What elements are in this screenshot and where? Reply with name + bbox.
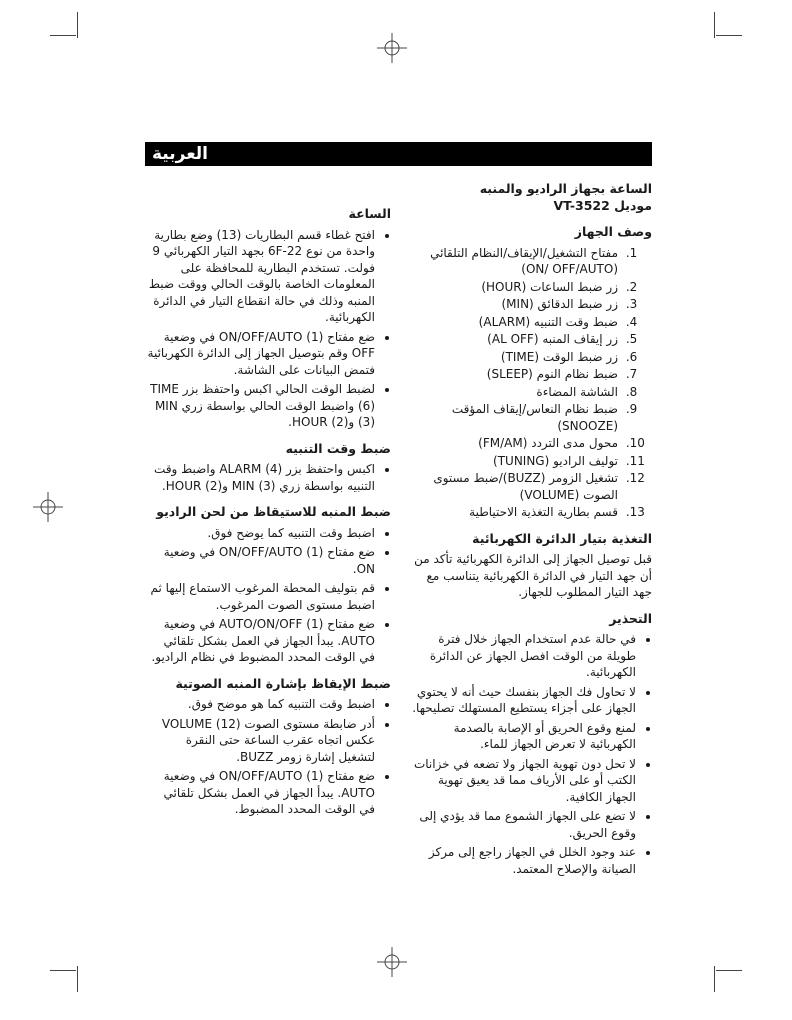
crop-mark-icon — [50, 970, 76, 971]
crop-mark-icon — [77, 966, 78, 992]
device-part-item: 1. مفتاح التشغيل/الإيقاف/النظام التلقائي (ON/ OFF/AUTO) — [407, 245, 622, 278]
language-header-bar — [145, 142, 652, 166]
doc-title — [407, 180, 652, 214]
language-title: العربية — [152, 144, 209, 164]
heading-warning: التحذير — [609, 610, 652, 626]
heading-clock: الساعة — [348, 206, 391, 221]
device-part-item: 13. قسم بطارية التغذية الاحتياطية — [407, 504, 622, 521]
warning-item: • لا تضع على الجهاز الشموع مما قد يؤدي إلى وقوع الحريق. — [407, 808, 636, 841]
crop-mark-icon — [77, 12, 78, 38]
alarm-instructions-list — [146, 461, 391, 494]
left-column — [146, 196, 391, 883]
buzzer-instruction-item: • أدر ضابطة مستوى الصوت VOLUME (12) عكس اتجاه عقرب الساعة حتى النقرة لتشغيل إشارة زومر BUZZ. — [146, 716, 375, 766]
heading-wake-to-buzzer: ضبط الإيقاظ بإشارة المنبه الصوتية — [175, 675, 391, 691]
radio-instruction-item: • قم بتوليف المحطة المرغوب الاستماع إليها ثم اضبط مستوى الصوت المرغوب. — [146, 580, 375, 613]
device-part-item: 3. زر ضبط الدقائق (MIN) — [407, 296, 622, 313]
warning-list — [407, 631, 652, 877]
device-part-item: 7. ضبط نظام النوم (SLEEP) — [407, 366, 622, 383]
heading-alarm-time: ضبط وقت التنبيه — [285, 440, 391, 456]
crop-mark-icon — [50, 35, 76, 36]
radio-instruction-item: • اضبط وقت التنبيه كما يوضح فوق. — [146, 525, 375, 542]
manual-content — [146, 180, 652, 883]
power-supply-paragraph: قبل توصيل الجهاز إلى الدائرة الكهربائية تأكد من أن جهد التيار في الدائرة الكهربائية يتناسب مع جهد التيار المطلوب للجهاز. — [414, 552, 652, 599]
clock-instruction-item: • ضع مفتاح ON/OFF/AUTO (1) في وضعية OFF وقم بتوصيل الجهاز إلى الدائرة الكهربائية فتمض البيانات على الشاشة. — [146, 329, 375, 379]
device-part-item: 4. ضبط وقت التنبيه (ALARM) — [407, 314, 622, 331]
doc-title-line1: الساعة بجهاز الراديو والمنبه — [479, 181, 652, 196]
registration-mark-icon — [377, 33, 407, 63]
crop-mark-icon — [716, 35, 742, 36]
doc-title-line2: موديل VT-3522 — [553, 198, 652, 213]
buzzer-instruction-item: • ضع مفتاح ON/OFF/AUTO (1) في وضعية AUTO. يبدأ الجهاز في العمل بشكل تلقائي في الوقت المحدد المضبوط. — [146, 768, 375, 818]
device-part-item: 9. ضبط نظام النعاس/إيقاف المؤقت (SNOOZE) — [407, 401, 622, 434]
buzzer-instruction-item: • اضبط وقت التنبيه كما هو موضح فوق. — [146, 696, 375, 713]
clock-instructions-list — [146, 227, 391, 431]
right-column — [407, 180, 652, 883]
buzzer-instructions-list — [146, 696, 391, 818]
warning-item: • في حالة عدم استخدام الجهاز خلال فترة طويلة من الوقت افصل الجهاز عن الدائرة الكهربائية. — [407, 631, 636, 681]
radio-instruction-item: • ضع مفتاح AUTO/ON/OFF (1) في وضعية AUTO. يبدأ الجهاز في العمل بشكل تلقائي في الوقت المحدد المضبوط في نظام الراديو. — [146, 616, 375, 666]
crop-mark-icon — [714, 966, 715, 992]
warning-item: • لا تحل دون تهوية الجهاز ولا تضعه في خزانات الكتب أو على الأرياف مما قد يعيق تهوية الجهاز الكافية. — [407, 756, 636, 806]
heading-device-description: وصف الجهاز — [574, 224, 652, 239]
radio-instructions-list — [146, 525, 391, 666]
clock-instruction-item: • افتح غطاء قسم البطاريات (13) وضع بطارية واحدة من نوع 6F-22 بجهد التيار الكهربائي 9 فولت. تستخدم البطارية للمحافظة على المعلومات الخاصة بالوقت الحالي ووقت ضبط المنبه وذلك في حالة انقطاع التيار في الدائرة الكهربائية. — [146, 227, 375, 326]
device-part-item: 6. زر ضبط الوقت (TIME) — [407, 349, 622, 366]
heading-wake-to-radio: ضبط المنبه للاستيقاظ من لحن الراديو — [156, 504, 391, 519]
alarm-instruction-item: • اكبس واحتفظ بزر ALARM (4) واضبط وقت التنبيه بواسطة زري MIN (3) وHOUR (2). — [146, 461, 375, 494]
crop-mark-icon — [716, 970, 742, 971]
warning-item: • عند وجود الخلل في الجهاز راجع إلى مركز الصيانة والإصلاح المعتمد. — [407, 844, 636, 877]
heading-power-supply: التغذية بتيار الدائرة الكهربائية — [472, 530, 652, 546]
device-part-item: 8. الشاشة المضاءة — [407, 384, 622, 401]
device-part-item: 12. تشغيل الزومر (BUZZ)/ضبط مستوى الصوت (VOLUME) — [407, 470, 622, 503]
clock-instruction-item: • لضبط الوقت الحالي اكبس واحتفظ بزر TIME (6) واضبط الوقت الحالي بواسطة زري MIN (3) وHOUR (2). — [146, 381, 375, 431]
crop-mark-icon — [714, 12, 715, 38]
registration-mark-icon — [377, 947, 407, 977]
warning-item: • لا تحاول فك الجهاز بنفسك حيث أنه لا يحتوي الجهاز على أجزاء يستطيع المستهلك تصليحها. — [407, 684, 636, 717]
device-part-item: 11. توليف الراديو (TUNING) — [407, 453, 622, 470]
device-parts-list — [407, 245, 652, 521]
device-part-item: 10. محول مدى التردد (FM/AM) — [407, 435, 622, 452]
device-part-item: 2. زر ضبط الساعات (HOUR) — [407, 279, 622, 296]
registration-mark-icon — [33, 492, 63, 522]
device-part-item: 5. زر إيقاف المنبه (AL OFF) — [407, 331, 622, 348]
radio-instruction-item: • ضع مفتاح ON/OFF/AUTO (1) في وضعية ON. — [146, 544, 375, 577]
warning-item: • لمنع وقوع الحريق أو الإصابة بالصدمة الكهربائية لا تعرض الجهاز للماء. — [407, 720, 636, 753]
